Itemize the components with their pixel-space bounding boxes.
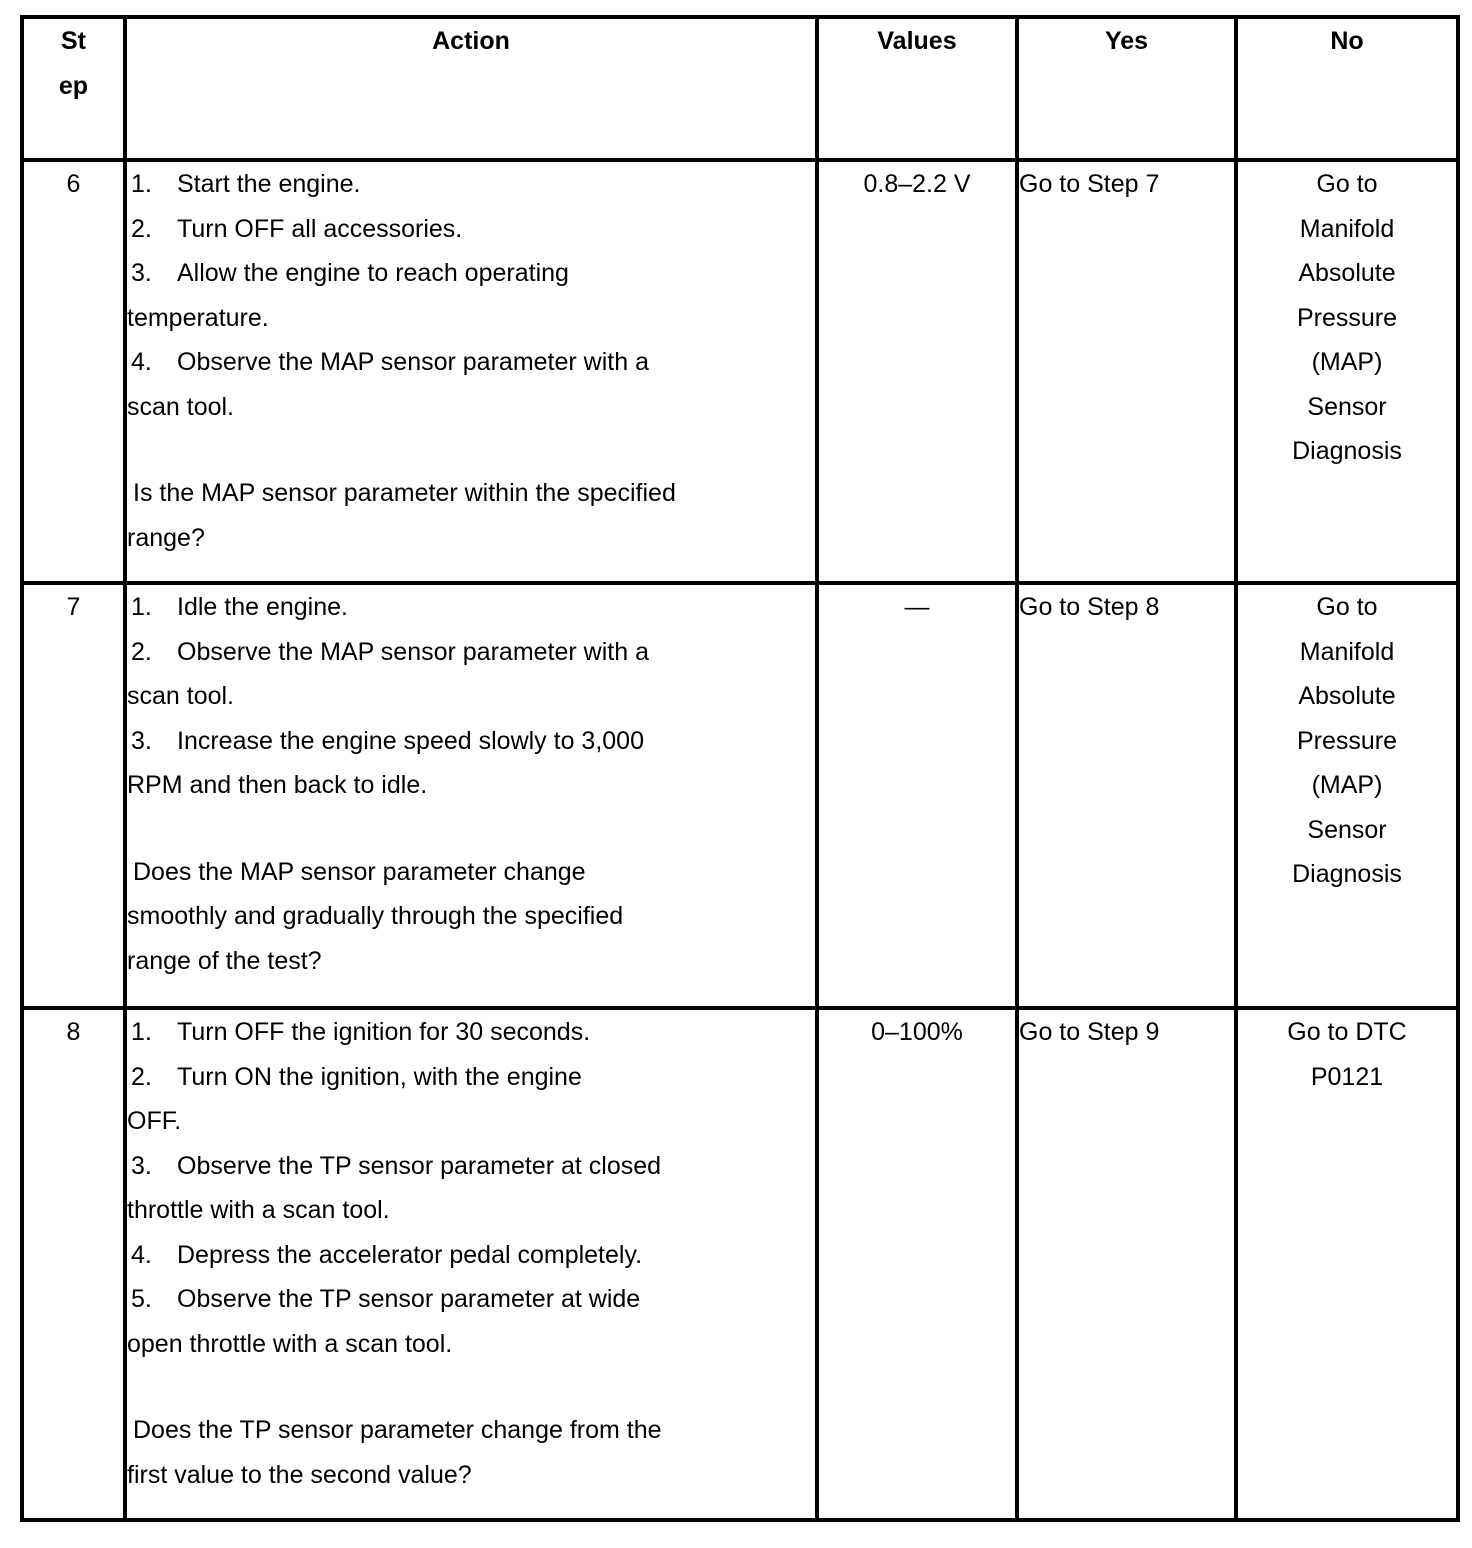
header-step-line-2: ep [58,71,89,100]
no-line: Pressure [1296,726,1398,755]
values-cell: 0.8–2.2 V [817,160,1017,583]
header-row [22,17,1458,160]
step-number: 8 [22,1008,125,1520]
no-line: Absolute [1298,682,1396,710]
no-line: Go to [1316,593,1378,621]
action-cell [125,1008,817,1520]
no-line: Manifold [1299,637,1395,666]
action-line: scan tool. [127,682,235,710]
no-line: Sensor [1307,392,1387,421]
no-line: Pressure [1296,303,1398,332]
diagnostic-table [20,15,1460,1522]
header-values: Values [817,17,1017,160]
spacer [127,1366,815,1408]
question-line: first value to the second value? [127,1460,472,1489]
no-line: Diagnosis [1292,860,1402,888]
question-line: smoothly and gradually through the specified [127,902,624,930]
no-line: P0121 [1310,1062,1384,1091]
action-line: 1. Idle the engine. [131,593,348,621]
action-cell [125,160,817,583]
action-line: OFF. [127,1107,182,1135]
no-line: Absolute [1298,259,1396,287]
action-line: 2. Observe the MAP sensor parameter with a [131,637,649,666]
action-line: 3. Observe the TP sensor parameter at closed [131,1151,662,1180]
values-cell: — [817,583,1017,1008]
question-line: Does the MAP sensor parameter change [133,857,586,886]
no-line: Go to DTC [1287,1018,1407,1046]
no-cell [1236,583,1458,1008]
header-step-line-1: St [61,27,86,55]
no-line: Go to [1316,170,1378,198]
yes-cell: Go to Step 7 [1017,160,1236,583]
table-row [22,160,1458,583]
action-line: scan tool. [127,392,235,421]
yes-cell: Go to Step 8 [1017,583,1236,1008]
header-yes: Yes [1017,17,1236,160]
question-line: Is the MAP sensor parameter within the specified [133,479,676,507]
question-line: range of the test? [127,946,322,975]
step-number: 7 [22,583,125,1008]
question-line: range? [127,523,205,552]
no-cell [1236,160,1458,583]
header-step [22,17,125,160]
table-row [22,583,1458,1008]
no-line: Manifold [1299,214,1395,243]
yes-cell: Go to Step 9 [1017,1008,1236,1520]
no-line: Sensor [1307,815,1387,844]
spacer [127,808,815,850]
no-line: (MAP) [1311,348,1383,376]
action-line: 5. Observe the TP sensor parameter at wide [131,1285,641,1313]
no-line: (MAP) [1311,771,1383,799]
header-no: No [1236,17,1458,160]
action-line: throttle with a scan tool. [127,1196,390,1224]
table-body [22,160,1458,1520]
no-line: Diagnosis [1292,437,1402,465]
action-line: 1. Start the engine. [131,170,361,198]
action-line: 2. Turn OFF all accessories. [131,214,463,243]
action-line: 3. Increase the engine speed slowly to 3,000 [131,726,644,755]
action-line: 1. Turn OFF the ignition for 30 seconds. [131,1018,591,1046]
header-action: Action [125,17,817,160]
action-line: RPM and then back to idle. [127,771,428,799]
no-cell [1236,1008,1458,1520]
action-line: 3. Allow the engine to reach operating [131,259,569,287]
action-line: 4. Observe the MAP sensor parameter with a [131,348,649,376]
action-line: 2. Turn ON the ignition, with the engine [131,1062,582,1091]
action-line: open throttle with a scan tool. [127,1329,453,1358]
question-line: Does the TP sensor parameter change from the [133,1416,662,1444]
table-row [22,1008,1458,1520]
action-line: 4. Depress the accelerator pedal completely. [131,1240,643,1269]
action-cell [125,583,817,1008]
action-line: temperature. [127,303,269,332]
spacer [127,429,815,471]
step-number: 6 [22,160,125,583]
values-cell: 0–100% [817,1008,1017,1520]
